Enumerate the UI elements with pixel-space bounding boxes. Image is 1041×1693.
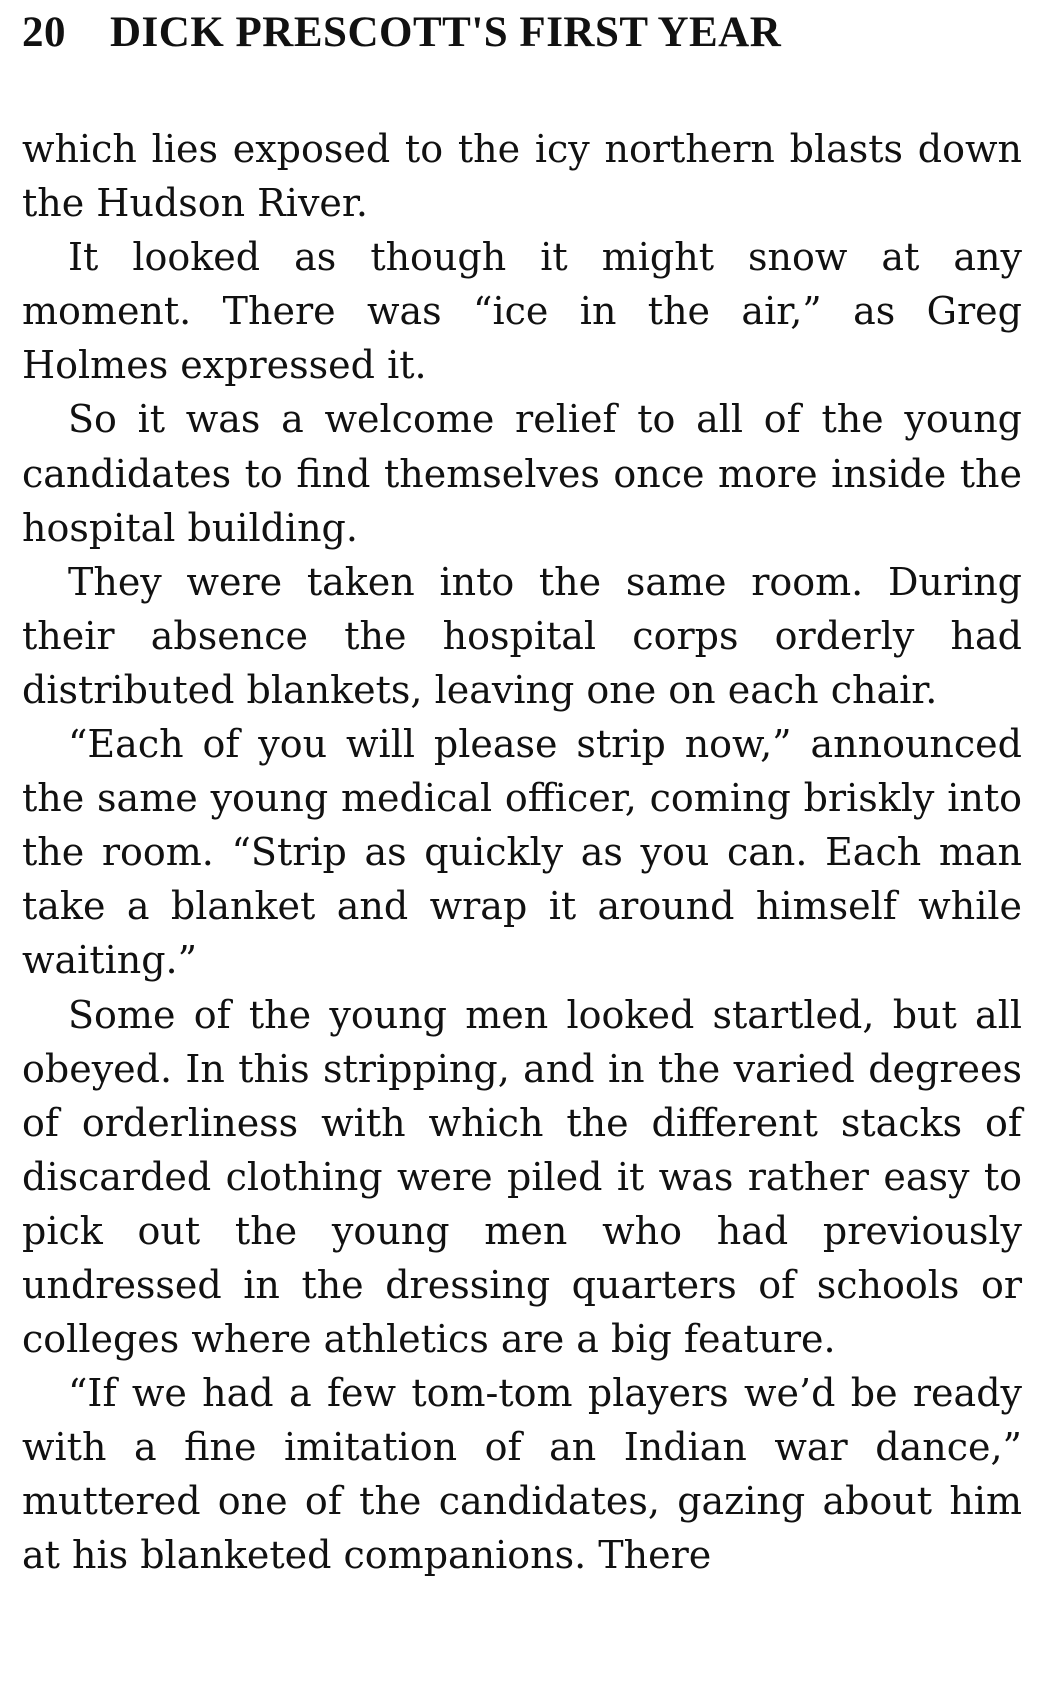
paragraph: “If we had a few tom-tom players we’d be ready with a fine imitation of an Indian war dance,” muttered one of the candidates, gazing about him at his blanketed companions. There: [22, 1371, 1022, 1578]
paragraph: “Each of you will please strip now,” announced the same young medical officer, coming briskly into the room. “Strip as quickly as you can. Each man take a blanket and wrap it around himself while waiting.”: [22, 722, 1022, 983]
running-head: [22, 8, 1022, 82]
paragraph: So it was a welcome relief to all of the young candidates to find themselves once more inside the hospital building.: [22, 397, 1022, 550]
paragraph-continued: which lies exposed to the icy northern blasts down the Hudson River.: [22, 127, 1022, 226]
book-page: [22, 8, 1022, 1583]
page-number: 20: [22, 9, 66, 56]
paragraph: They were taken into the same room. During their absence the hospital corps orderly had distributed blankets, leaving one on each chair.: [22, 559, 1022, 712]
paragraph: It looked as though it might snow at any moment. There was “ice in the air,” as Greg Holmes expressed it.: [22, 235, 1022, 388]
body-text: [22, 122, 1022, 1583]
paragraph: Some of the young men looked startled, but all obeyed. In this stripping, and in the varied degrees of orderliness with which the different stacks of discarded clothing were piled it was rather easy to pick out the young men who had previously undressed in the dressing quarters of schools or colleges where athletics are a big feature.: [22, 992, 1022, 1362]
book-title: DICK PRESCOTT'S FIRST YEAR: [110, 9, 782, 56]
